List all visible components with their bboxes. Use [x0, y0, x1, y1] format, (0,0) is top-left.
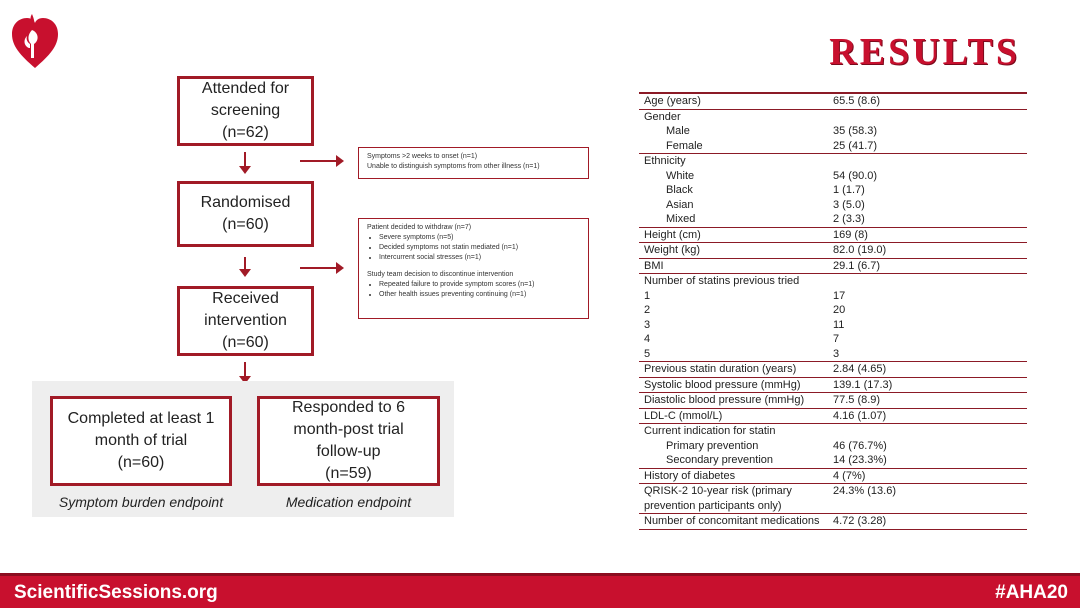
footer-hashtag: #AHA20: [995, 582, 1068, 603]
table-cell-label: Secondary prevention: [666, 454, 774, 466]
table-row: [639, 469, 1027, 485]
table-row: [639, 169, 1027, 184]
received-box: [177, 286, 314, 356]
screening-line-2: screening: [210, 102, 281, 119]
symptom-endpoint-caption: Symptom burden endpoint: [58, 494, 224, 510]
table-row: [639, 484, 1027, 514]
table-cell-value: 14 (23.3%): [833, 454, 887, 466]
note2-item: • Other health issues preventing continuing (n=1): [379, 290, 580, 300]
table-cell-label: Systolic blood pressure (mmHg): [644, 378, 801, 391]
note2-heading-2: Study team decision to discontinue intervention: [367, 271, 514, 278]
screening-line-1: Attended for: [201, 80, 290, 97]
table-row: [639, 259, 1027, 275]
table-row: [639, 347, 1027, 363]
table-cell-value: [833, 424, 1027, 439]
table-row: [639, 183, 1027, 198]
table-cell-value: [833, 110, 1027, 125]
completed-box: [50, 396, 232, 486]
footer-website[interactable]: ScientificSessions.org: [14, 582, 218, 603]
note2-item: • Repeated failure to provide symptom scores (n=1): [379, 280, 580, 290]
screening-box: [177, 76, 314, 146]
note2-item: • Intercurrent social stresses (n=1): [379, 253, 580, 263]
table-cell-value: 65.5 (8.6): [833, 95, 881, 107]
table-cell-label: Number of statins previous tried: [644, 275, 800, 287]
table-cell-value: 82.0 (19.0): [833, 244, 887, 256]
table-cell-label: Gender: [644, 110, 681, 123]
table-cell-label: Black: [666, 184, 693, 196]
table-cell-label: QRISK-2 10-year risk (primary prevention participants only): [644, 485, 792, 512]
arrow-down-icon: [244, 257, 246, 271]
note1-line-1: Symptoms >2 weeks to onset (n=1): [367, 153, 478, 160]
table-cell-label: White: [666, 169, 695, 182]
table-cell-value: 3 (5.0): [833, 198, 865, 211]
table-row: [639, 110, 1027, 125]
table-cell-value: 77.5 (8.9): [833, 394, 881, 406]
table-cell-value: 46 (76.7%): [833, 439, 887, 452]
table-cell-label: BMI: [644, 259, 664, 272]
table-cell-value: 2.84 (4.65): [833, 363, 887, 375]
table-cell-value: 2 (3.3): [833, 213, 865, 225]
table-cell-label: 3: [644, 318, 651, 331]
table-cell-label: Previous statin duration (years): [644, 363, 797, 375]
table-cell-value: 3: [833, 347, 840, 360]
table-row: [639, 332, 1027, 347]
note2-item: • Severe symptoms (n=5): [379, 233, 580, 243]
table-row: [639, 362, 1027, 378]
table-cell-value: 25 (41.7): [833, 139, 878, 152]
withdrawal-note: [358, 218, 589, 319]
table-cell-label: 5: [644, 347, 651, 360]
table-cell-value: 4 (7%): [833, 469, 866, 482]
table-row: [639, 228, 1027, 244]
received-line-3: (n=60): [222, 334, 269, 351]
table-cell-label: Male: [666, 125, 690, 137]
note2-item: • Decided symptoms not statin mediated (n=1): [379, 243, 580, 253]
arrow-down-icon: [244, 362, 246, 378]
table-cell-label: Height (cm): [644, 228, 701, 241]
table-cell-label: Weight (kg): [644, 244, 701, 256]
arrow-right-icon: [300, 160, 338, 162]
table-row: [639, 92, 1027, 110]
table-cell-label: Asian: [666, 198, 694, 211]
table-row: [639, 198, 1027, 213]
table-cell-label: Primary prevention: [666, 439, 759, 452]
table-row: [639, 124, 1027, 139]
table-cell-value: 29.1 (6.7): [833, 259, 881, 272]
table-row: [639, 318, 1027, 333]
table-cell-label: Diastolic blood pressure (mmHg): [644, 394, 805, 406]
table-cell-label: Ethnicity: [644, 155, 686, 167]
table-row: [639, 274, 1027, 289]
completed-line-3: (n=60): [117, 454, 165, 471]
footer-bar: [0, 576, 1080, 608]
table-row: [639, 212, 1027, 228]
received-line-1: Received: [212, 290, 279, 307]
table-cell-value: 7: [833, 333, 840, 345]
table-row: [639, 514, 1027, 530]
table-cell-value: 35 (58.3): [833, 125, 878, 137]
table-cell-label: 2: [644, 304, 651, 316]
table-cell-value: 169 (8): [833, 228, 868, 241]
table-cell-value: 20: [833, 304, 846, 316]
table-cell-label: 4: [644, 333, 651, 345]
table-cell-value: 4.72 (3.28): [833, 515, 887, 527]
table-cell-value: 24.3% (13.6): [833, 485, 896, 497]
randomised-box: [177, 181, 314, 247]
randomised-line-2: (n=60): [222, 216, 269, 233]
table-cell-label: Mixed: [666, 213, 696, 225]
responded-box: [257, 396, 440, 486]
screening-line-3: (n=62): [222, 124, 269, 141]
responded-line-3: follow-up: [316, 443, 381, 460]
table-row: [639, 243, 1027, 259]
responded-line-2: month-post trial: [293, 421, 404, 438]
table-row: [639, 409, 1027, 425]
baseline-table: [639, 92, 1027, 530]
table-cell-label: LDL-C (mmol/L): [644, 409, 723, 422]
table-cell-value: 139.1 (17.3): [833, 378, 893, 391]
table-cell-value: 1 (1.7): [833, 184, 865, 196]
heart-torch-logo-icon: [10, 10, 60, 70]
table-row: [639, 139, 1027, 155]
arrow-down-icon: [244, 152, 246, 168]
table-cell-value: 4.16 (1.07): [833, 409, 887, 422]
arrow-right-icon: [300, 267, 338, 269]
table-cell-value: 54 (90.0): [833, 169, 878, 182]
table-row: [639, 378, 1027, 394]
table-cell-label: 1: [644, 289, 651, 302]
note2-heading-1: Patient decided to withdraw (n=7): [367, 224, 472, 231]
table-cell-value: 17: [833, 289, 846, 302]
received-line-2: intervention: [204, 312, 287, 329]
table-cell-label: Number of concomitant medications: [644, 515, 820, 527]
note1-line-2: Unable to distinguish symptoms from other illness (n=1): [367, 163, 540, 170]
table-cell-value: [833, 154, 1027, 169]
completed-line-1: Completed at least 1: [67, 410, 215, 427]
table-cell-value: [833, 274, 1027, 289]
table-row: [639, 424, 1027, 439]
table-row: [639, 393, 1027, 409]
table-cell-label: History of diabetes: [644, 469, 736, 482]
table-row: [639, 303, 1027, 318]
responded-line-4: (n=59): [325, 465, 372, 482]
medication-endpoint-caption: Medication endpoint: [285, 494, 412, 510]
page-title: RESULTS: [829, 31, 1020, 73]
exclusion-note: [358, 147, 589, 179]
randomised-line-1: Randomised: [200, 194, 291, 211]
table-row: [639, 439, 1027, 454]
table-row: [639, 289, 1027, 304]
table-cell-value: 11: [833, 318, 845, 331]
table-cell-label: Female: [666, 139, 703, 152]
responded-line-1: Responded to 6: [292, 399, 405, 416]
table-row: [639, 453, 1027, 469]
table-cell-label: Current indication for statin: [644, 425, 776, 437]
table-cell-label: Age (years): [644, 95, 701, 107]
table-row: [639, 154, 1027, 169]
completed-line-2: month of trial: [94, 432, 188, 449]
